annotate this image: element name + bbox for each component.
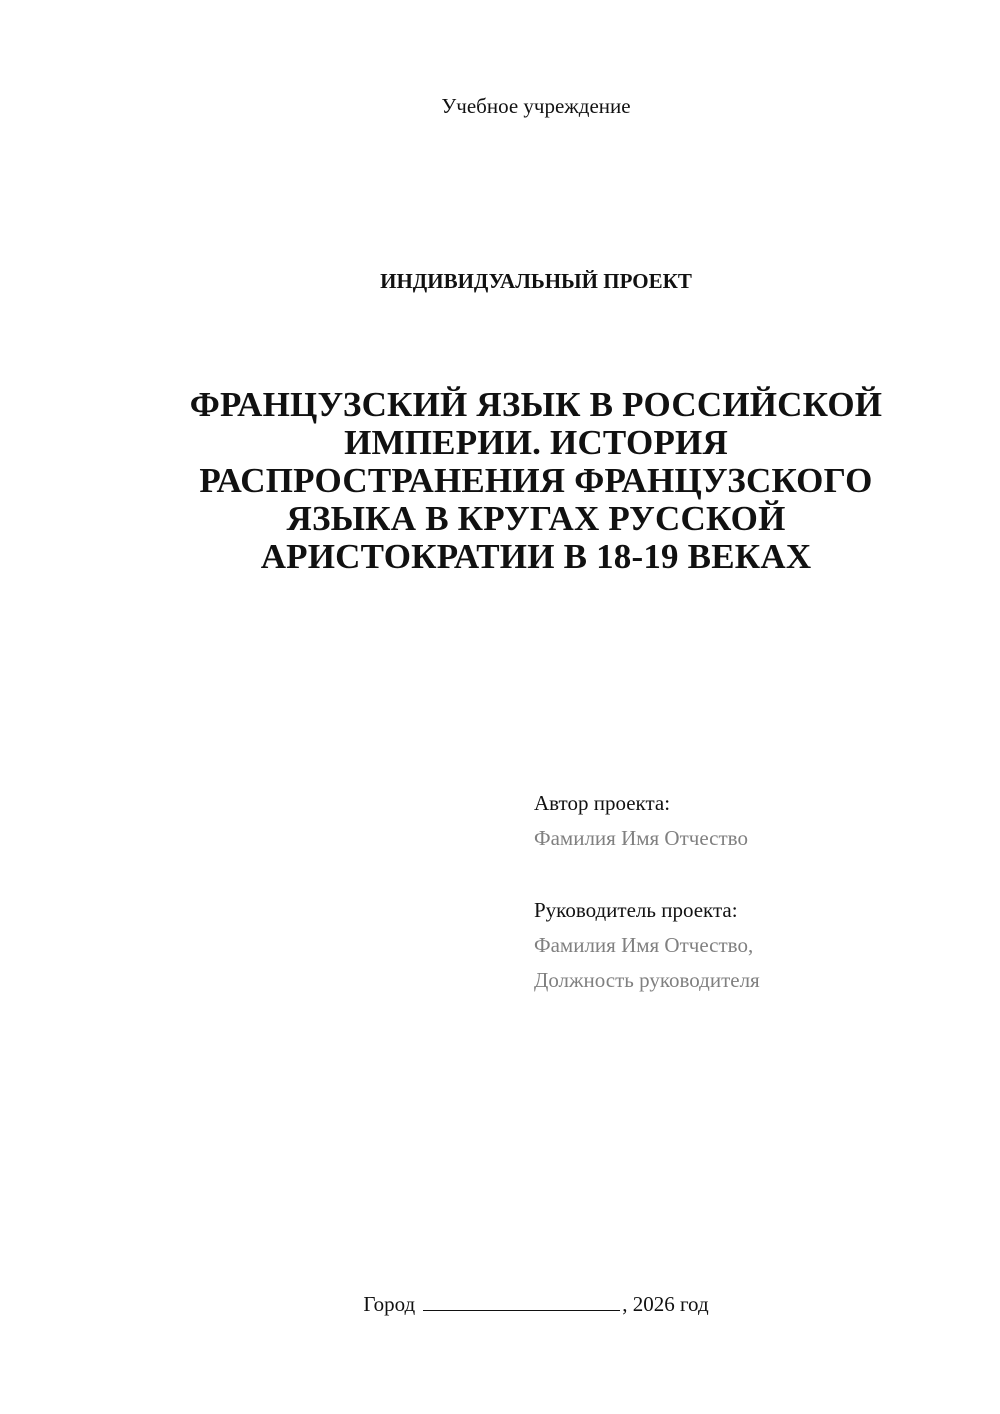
title-line-4: ЯЗЫКА В КРУГАХ РУССКОЙ xyxy=(286,499,786,538)
title-line-1: ФРАНЦУЗСКИЙ ЯЗЫК В РОССИЙСКОЙ xyxy=(189,385,883,424)
supervisor-position: Должность руководителя xyxy=(534,968,760,992)
title-line-2: ИМПЕРИИ. ИСТОРИЯ xyxy=(344,423,728,462)
author-block xyxy=(534,786,748,856)
title-line-3: РАСПРОСТРАНЕНИЯ ФРАНЦУЗСКОГО xyxy=(199,461,873,500)
supervisor-label: Руководитель проекта: xyxy=(534,898,738,922)
institution-name: Учебное учреждение xyxy=(441,94,631,118)
supervisor-block xyxy=(534,893,760,998)
supervisor-name: Фамилия Имя Отчество, xyxy=(534,933,754,957)
document-type: ИНДИВИДУАЛЬНЫЙ ПРОЕКТ xyxy=(380,269,692,293)
author-name: Фамилия Имя Отчество xyxy=(534,826,748,850)
city-label: Город xyxy=(363,1292,416,1316)
author-label: Автор проекта: xyxy=(534,791,671,815)
city-blank-line xyxy=(423,1292,620,1311)
title-line-5: АРИСТОКРАТИИ В 18-19 ВЕКАХ xyxy=(260,537,812,576)
city-year-line xyxy=(0,1290,1000,1318)
project-title xyxy=(136,386,936,576)
year-text: , 2026 год xyxy=(622,1292,709,1316)
